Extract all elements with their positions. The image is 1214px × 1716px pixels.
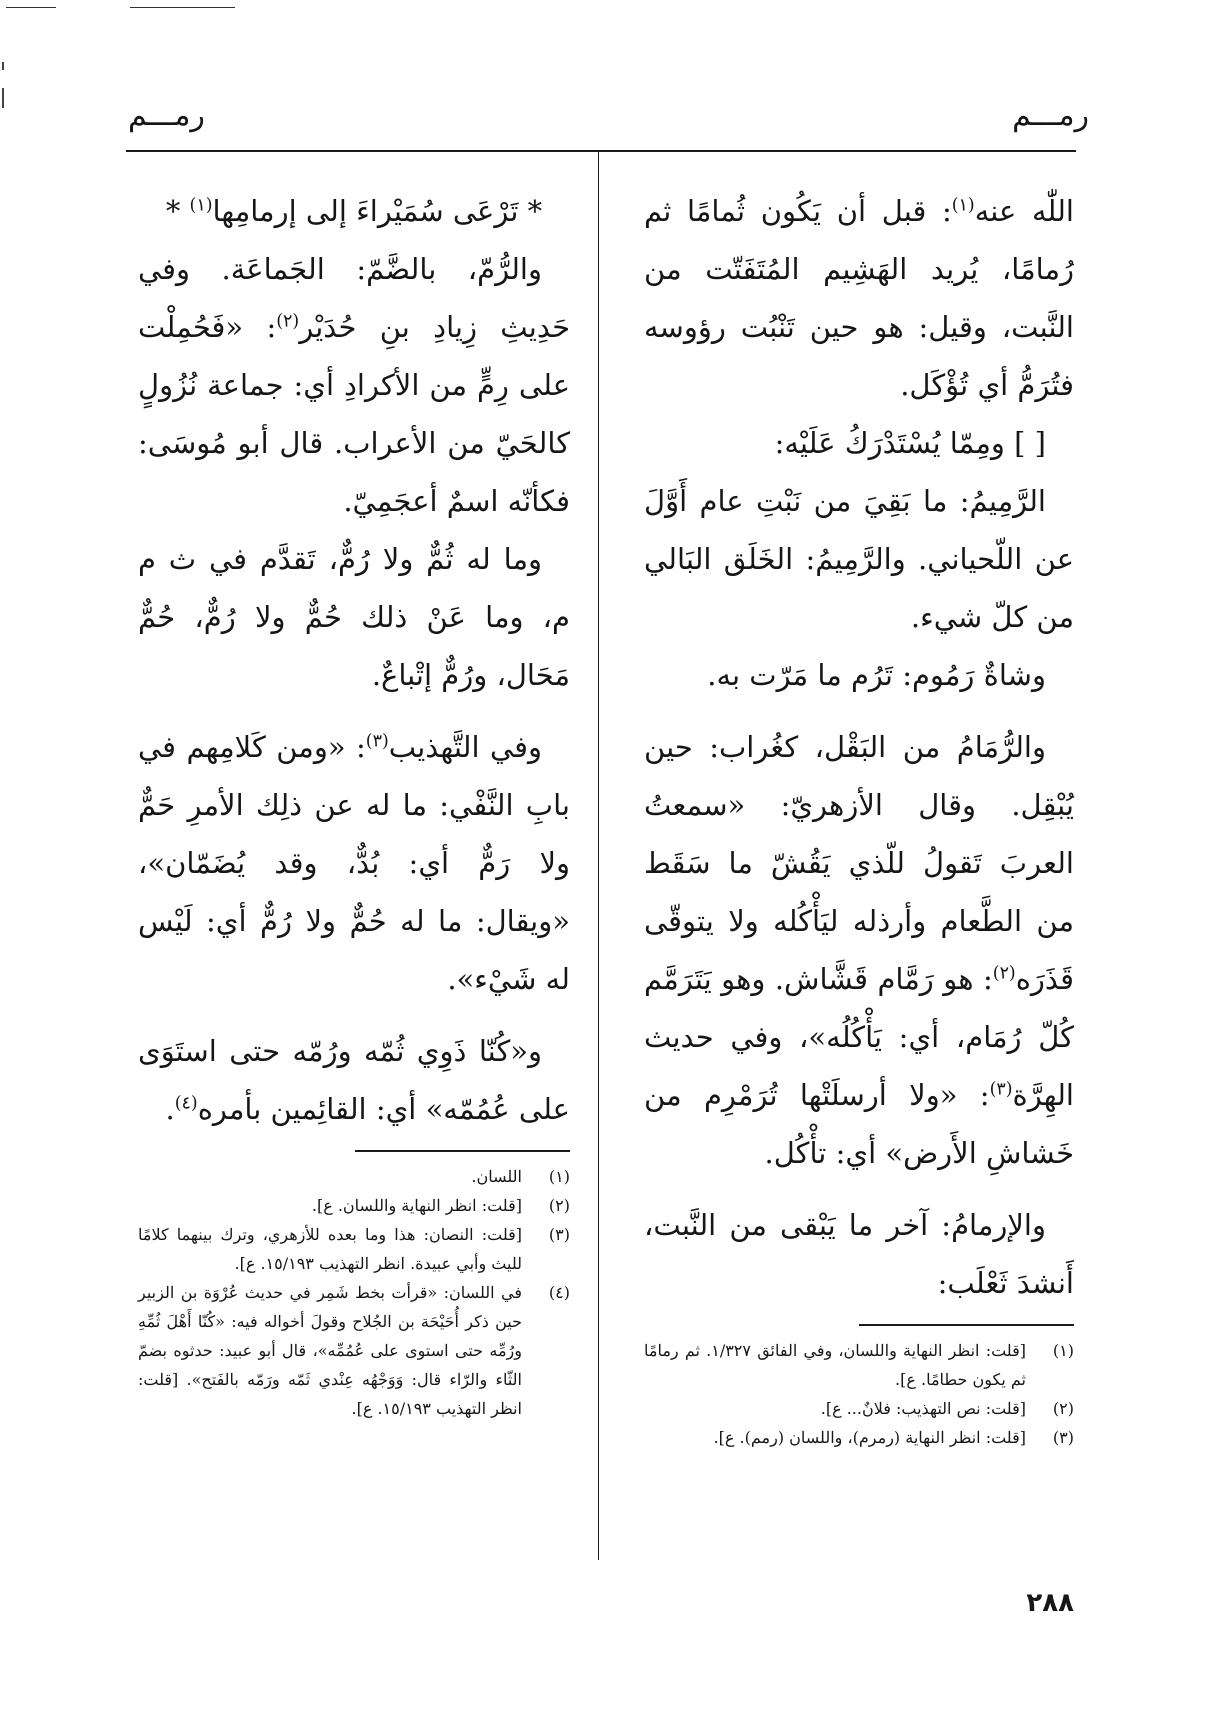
scan-edge-mark: [2, 62, 4, 70]
paragraph: و«كُنّا ذَوِي ثُمّه ورُمّه حتى استَوَى على عُمُمّه» أي: القائِمين بأمره$^{(٤)}$.: [138, 1034, 570, 1126]
footnote-marker: (٢): [992, 963, 1016, 984]
left-column: [138, 182, 570, 1423]
page-number: ٢٨٨: [1026, 1588, 1074, 1618]
running-head-right: رمـــم: [1012, 98, 1089, 133]
paragraph: وما له ثُمٌّ ولا رُمٌّ، تَقدَّم في ث م م، وما عَنْ ذلك حُمٌّ ولا رُمٌّ، حُمٌّ مَحَال، ورُمٌّ إتْباعٌ.: [138, 542, 570, 692]
paragraph: اللّٰه عنه$^{(١)}$: قبل أن يَكُون ثُمامًا ثم رُمامًا، يُريد الهَشِيم المُتَفَتّت من النَّبت، وقيل: هو حين تَنْبُت رؤوسه فتُرَمُّ أي تُؤْكَل.: [644, 194, 1074, 402]
footnote-marker: (٣): [989, 1079, 1013, 1100]
footnote: (٤) في اللسان: «قرأت بخط شَمِر في حديث عُرْوَة بن الزبير حين ذكر أُحَيْحَة بن الجُلاح وقولَ أخواله فيه: «كُنّا أَهْلَ ثُمِّهِ ورُمِّه حتى استوى على عُمُمِّه»، قال أبو عبيد: حدثوه بضمّ الثّاء والرّاء قال: وَوَجْهُه عِنْدي ثَمّه ورَمّه بالفَتح». [قلت: انظر التهذيب ١٥/١٩٣. ع].: [138, 1283, 570, 1418]
header-rule: [126, 150, 1076, 152]
footnote-marker: (١): [951, 195, 975, 216]
running-head-left: رمـــم: [128, 98, 205, 133]
scan-edge-line: [6, 7, 56, 8]
footnote: (٣) [قلت: النصان: هذا وما بعده للأزهري، وترك بينهما كلامًا لليث وأبي عبيدة. انظر التهذيب ١٥/١٩٣. ع].: [138, 1225, 570, 1273]
paragraph: والرُّمّ، بالضَّمّ: الجَماعَة. وفي حَدِيثِ زِيادِ بنِ حُدَيْر$^{(٢)}$: «فَحُمِلْت على رِمٍّ من الأكرادِ أي: جماعة نُزُولٍ كالحَيّ من الأعراب. قال أبو مُوسَى: فكأنّه اسمٌ أعجَمِيّ.: [138, 252, 571, 518]
footnote-marker: (١): [189, 195, 213, 216]
footnote: (٢) [قلت: انظر النهاية واللسان. ع].: [311, 1196, 570, 1215]
footnote-marker: (٤): [174, 1093, 198, 1114]
scan-edge-line: [130, 7, 235, 8]
paragraph: [ ] ومِمّا يُسْتَدْرَكُ عَلَيْه:: [774, 426, 1046, 460]
footnote: (٣) [قلت: انظر النهاية (رمرم)، واللسان (رمم). ع].: [713, 1428, 1074, 1447]
paragraph: وفي التَّهذيب$^{(٣)}$: «ومن كَلامِهم في بابِ النَّفْي: ما له عن ذلِك الأمرِ حَمٌّ ولا رَمٌّ أي: بُدٌّ، وقد يُضَمّان»، «ويقال: ما له حُمٌّ ولا رُمٌّ أي: لَيْس له شَيْء».: [138, 730, 570, 996]
scan-edge-mark: [2, 88, 4, 108]
footnote-marker: (٢): [276, 311, 300, 332]
footnote-rule: [859, 1324, 1074, 1326]
footnotes: [138, 1162, 570, 1423]
paragraph: وشاةٌ رَمُوم: تَرُم ما مَرّت به.: [707, 658, 1046, 692]
footnote: (١) اللسان.: [471, 1167, 570, 1186]
footnotes: [644, 1336, 1074, 1452]
verse-line: * تَرْعَى سُمَيْراءَ إلى إرمامِها$^{(١)}$ *: [165, 194, 543, 228]
paragraph: والإرمامُ: آخر ما يَبْقى من النَّبت، أَنشدَ ثَعْلَب:: [644, 1208, 1074, 1300]
footnote-marker: (٣): [365, 731, 389, 752]
footnote-rule: [355, 1150, 570, 1152]
paragraph: الرَّمِيمُ: ما بَقِيَ من نَبْتِ عام أَوَّلَ عن اللّحياني. والرَّمِيمُ: الخَلَق البَالي من كلّ شيء.: [644, 484, 1074, 634]
column-divider: [598, 152, 599, 1560]
right-column: [644, 182, 1074, 1452]
paragraph: والرُّمَامُ من البَقْل، كغُراب: حين يُبْقِل. وقال الأزهريّ: «سمعتُ العربَ تَقولُ للّذي يَقُشّ ما سَقَط من الطَّعام وأرذله ليَأْكُله ولا يتوقّى قَذَرَه$^{(٢)}$: هو رَمَّام قَشَّاش. وهو يَتَرَمَّم كُلّ رُمَام، أي: يَأْكُلُه»، وفي حديث الهِرَّة$^{(٣)}$: «ولا أرسلَتْها تُرَمْرِم من خَشاشِ الأَرض» أي: تأْكُل.: [644, 730, 1074, 1170]
footnote: (١) [قلت: انظر النهاية واللسان، وفي الفائق ١/٣٢٧. ثم رمامًا ثم يكون حطامًا. ع].: [644, 1341, 1074, 1389]
footnote: (٢) [قلت: نص التهذيب: فلانٌ... ع].: [820, 1399, 1074, 1418]
